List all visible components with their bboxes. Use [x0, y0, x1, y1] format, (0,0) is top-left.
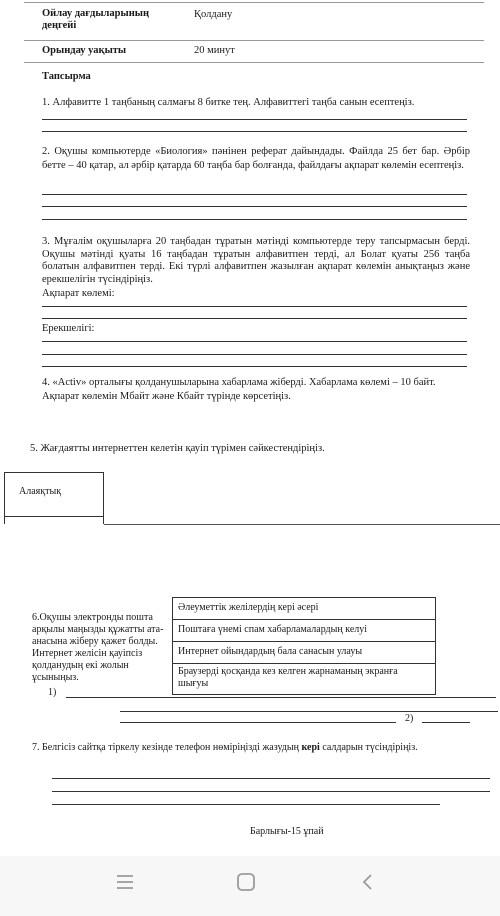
- total-score: Барлығы-15 ұпай: [250, 826, 324, 837]
- answer-line: [42, 206, 467, 207]
- page-gap: [0, 525, 500, 591]
- header-rule-bottom: [24, 62, 484, 63]
- threat-option: Интернет ойындардың бала санасын улауы: [173, 642, 435, 664]
- skill-level-value: Қолдану: [194, 9, 233, 20]
- threat-option: Поштаға үнемі спам хабарламалардың келуі: [173, 620, 435, 642]
- answer-line: [42, 219, 467, 220]
- answer-line: [42, 194, 467, 195]
- header-rule-top: [24, 2, 484, 3]
- back-chevron-icon[interactable]: [358, 872, 378, 896]
- feature-label: Ерекшелігі:: [42, 323, 95, 334]
- question-7-start: 7. Белгісіз сайтқа тіркелу кезінде телефон нөміріңізді жазудың: [32, 742, 302, 753]
- threat-options-table: [172, 597, 436, 695]
- answer-line: [42, 306, 467, 307]
- question-3: 3. Мұғалім оқушыларға 20 таңбадан тұратын мәтінді компьютерде теру тапсырмасын берді. Оқушы мәтінді қуаты 16 таңбадан тұратын алфавитпен терді, ал Болат қуаты 256 таңба болатын алфавитпен терді. Екі түрлі алфавитпен жазылған ақпарат көлемін анықтаңыз және ерекшелігін түсіндіріңіз.: [42, 236, 470, 285]
- question-1: 1. Алфавитте 1 таңбаның салмағы 8 битке тең. Алфавиттегі таңба санын есептеңіз.: [42, 97, 415, 108]
- answer-line: [42, 341, 467, 342]
- question-7-emphasis: кері: [301, 742, 320, 753]
- answer-line: [120, 711, 498, 712]
- question-7: [32, 741, 472, 755]
- answer-line: [42, 131, 467, 132]
- volume-label: Ақпарат көлемі:: [42, 288, 115, 299]
- home-square-icon[interactable]: [236, 872, 256, 896]
- question-7-end: салдарын түсіндіріңіз.: [319, 742, 418, 753]
- box-divider: [5, 516, 103, 517]
- answer-line: [120, 722, 396, 723]
- answer-line: [422, 722, 470, 723]
- fraud-label: Алаяқтық: [19, 486, 62, 497]
- time-value: 20 минут: [194, 45, 235, 56]
- matching-box: [4, 472, 104, 524]
- answer-1-label: 1): [48, 687, 57, 698]
- answer-2-label: 2): [405, 713, 414, 724]
- answer-line: [52, 778, 490, 779]
- answer-line: [42, 318, 467, 319]
- answer-line: [42, 366, 467, 367]
- question-5: 5. Жағдаятты интернеттен келетін қауіп түрімен сәйкестендіріңіз.: [30, 443, 325, 454]
- time-label: Орындау уақыты: [42, 45, 127, 56]
- question-4: 4. «Activ» орталығы қолданушыларына хабарлама жіберді. Хабарлама көлемі – 10 байт. Ақпарат көлемін Мбайт және Кбайт түрінде көрсетіңіз.: [42, 377, 436, 402]
- task-heading: Тапсырма: [42, 71, 91, 82]
- answer-line: [52, 804, 440, 805]
- menu-icon[interactable]: [115, 872, 135, 896]
- answer-line: [52, 791, 490, 792]
- answer-line: [66, 697, 496, 698]
- answer-line: [42, 119, 467, 120]
- header-rule-mid: [24, 40, 484, 41]
- question-2: 2. Оқушы компьютерде «Биология» пәнінен реферат дайындады. Файлда 25 бет бар. Әрбір бетте – 40 қатар, ал әрбір қатарда 60 таңба бар болғанда, файлдағы ақпарат көлемін есептеңіз.: [42, 146, 470, 171]
- threat-option: Браузерді қосқанда кез келген жарнаманың экранға шығуы: [178, 666, 398, 689]
- skill-level-label: Ойлау дағдыларының деңгейі: [42, 8, 150, 31]
- threat-option: Әлеуметтік желілердің кері әсері: [173, 598, 435, 620]
- answer-line: [42, 354, 467, 355]
- question-6: 6.Оқушы электронды пошта арқылы маңызды құжатты ата-анасына жіберу қажет болды. Интернет желісін қауіпсіз қолданудың екі жолын ұсыныңыз.: [32, 612, 164, 683]
